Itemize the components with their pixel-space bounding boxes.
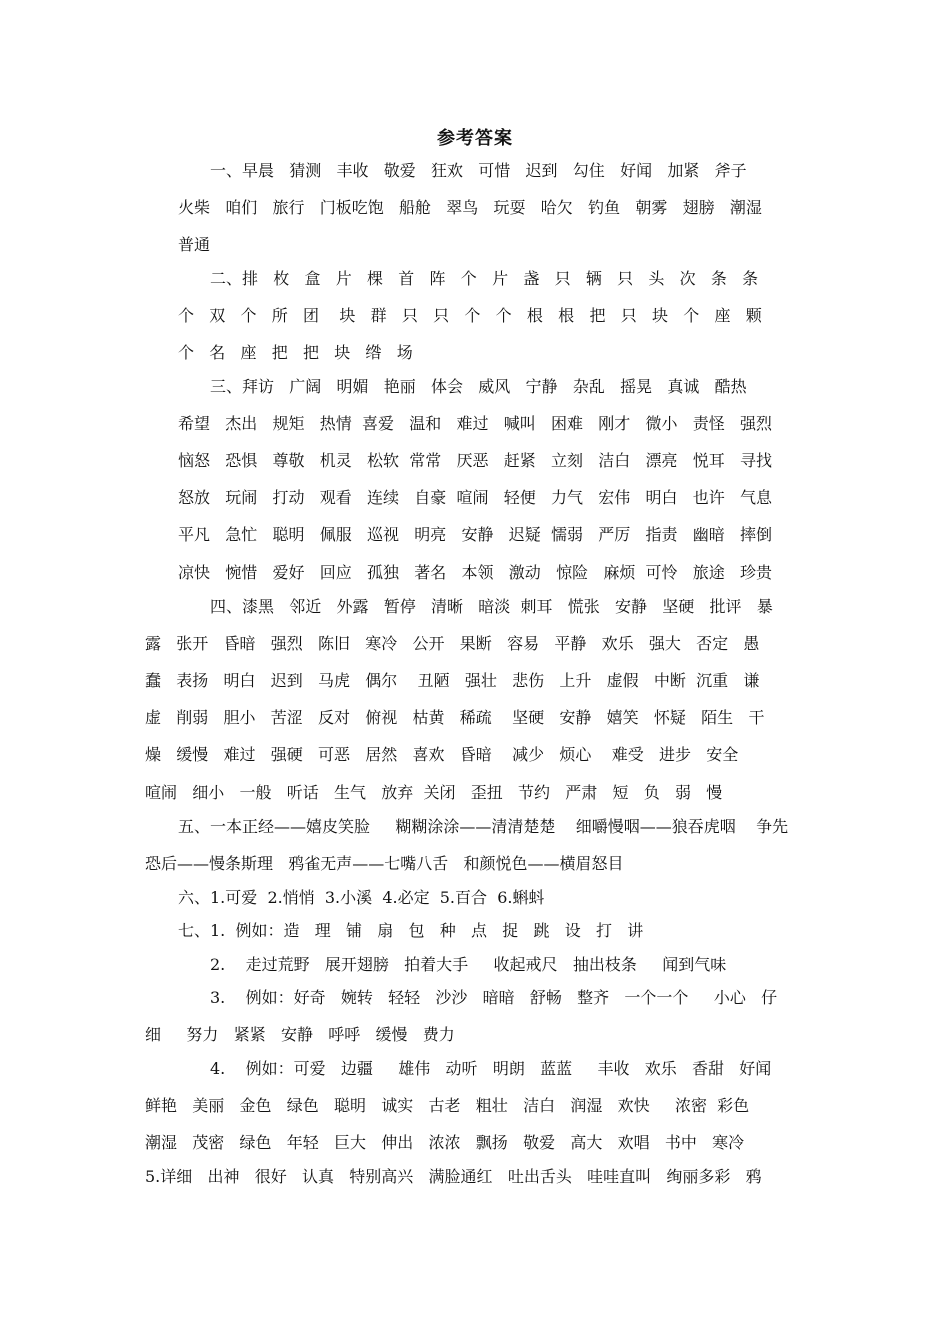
answer-line-6: 个 名 座 把 把 块 绺 场 <box>178 343 413 362</box>
answer-line-29: 5.详细 出神 很好 认真 特别高兴 满脸通红 吐出舌头 哇哇直叫 绚丽多彩 鸦 <box>145 1167 762 1186</box>
answer-line-16: 虚 削弱 胆小 苦涩 反对 俯视 枯黄 稀疏 坚硬 安静 嬉笑 怀疑 陌生 干 <box>145 708 765 727</box>
answer-line-11: 平凡 急忙 聪明 佩服 巡视 明亮 安静 迟疑 懦弱 严厉 指责 幽暗 摔倒 <box>178 525 773 544</box>
answer-line-14: 露 张开 昏暗 强烈 陈旧 寒冷 公开 果断 容易 平静 欢乐 强大 否定 愚 <box>145 634 760 653</box>
answer-line-21: 六、1.可爱 2.悄悄 3.小溪 4.必定 5.百合 6.蝌蚪 <box>178 888 545 907</box>
answer-line-20: 恐后——慢条斯理 鸦雀无声——七嘴八舌 和颜悦色——横眉怒目 <box>145 854 624 873</box>
answer-line-17: 燥 缓慢 难过 强硬 可恶 居然 喜欢 昏暗 减少 烦心 难受 进步 安全 <box>145 745 739 764</box>
page-title: 参考答案 <box>437 128 513 149</box>
answer-line-12: 凉快 惋惜 爱好 回应 孤独 著名 本领 激动 惊险 麻烦 可怜 旅途 珍贵 <box>178 563 773 582</box>
answer-line-13: 四、漆黑 邻近 外露 暂停 清晰 暗淡 刺耳 慌张 安静 坚硬 批评 暴 <box>210 597 773 616</box>
answer-line-24: 3. 例如：好奇 婉转 轻轻 沙沙 暗暗 舒畅 整齐 一个一个 小心 仔 <box>210 988 778 1007</box>
answer-line-19: 五、一本正经——嬉皮笑脸 糊糊涂涂——清清楚楚 细嚼慢咽——狼吞虎咽 争先 <box>178 817 789 836</box>
answer-line-5: 个 双 个 所 团 块 群 只 只 个 个 根 根 把 只 块 个 座 颗 <box>178 306 762 325</box>
answer-line-23: 2. 走过荒野 展开翅膀 拍着大手 收起戒尺 抽出枝条 闻到气味 <box>210 955 727 974</box>
answer-line-10: 怒放 玩闹 打动 观看 连续 自豪 喧闹 轻便 力气 宏伟 明白 也许 气息 <box>178 488 773 507</box>
answer-line-3: 普通 <box>178 235 211 254</box>
answer-line-27: 鲜艳 美丽 金色 绿色 聪明 诚实 古老 粗壮 洁白 润湿 欢快 浓密 彩色 <box>145 1096 750 1115</box>
answer-line-9: 恼怒 恐惧 尊敬 机灵 松软 常常 厌恶 赶紧 立刻 洁白 漂亮 悦耳 寻找 <box>178 451 773 470</box>
answer-line-7: 三、拜访 广阔 明媚 艳丽 体会 威风 宁静 杂乱 摇晃 真诚 酷热 <box>210 377 747 396</box>
answer-line-26: 4. 例如：可爱 边疆 雄伟 动听 明朗 蓝蓝 丰收 欢乐 香甜 好闻 <box>210 1059 772 1078</box>
answer-line-25: 细 努力 紧紧 安静 呼呼 缓慢 费力 <box>145 1025 455 1044</box>
answer-line-1: 一、早晨 猜测 丰收 敬爱 狂欢 可惜 迟到 勾住 好闻 加紧 斧子 <box>210 161 747 180</box>
answer-line-4: 二、排 枚 盒 片 棵 首 阵 个 片 盏 只 辆 只 头 次 条 条 <box>210 269 759 288</box>
answer-line-2: 火柴 咱们 旅行 门板吃饱 船舱 翠鸟 玩耍 哈欠 钓鱼 朝雾 翅膀 潮湿 <box>178 198 762 217</box>
answer-line-28: 潮湿 茂密 绿色 年轻 巨大 伸出 浓浓 飘扬 敬爱 高大 欢唱 书中 寒冷 <box>145 1133 745 1152</box>
answer-line-18: 喧闹 细小 一般 听话 生气 放弃 关闭 歪扭 节约 严肃 短 负 弱 慢 <box>145 783 723 802</box>
answer-line-8: 希望 杰出 规矩 热情 喜爱 温和 难过 喊叫 困难 刚才 微小 责怪 强烈 <box>178 414 773 433</box>
answer-line-15: 蠢 表扬 明白 迟到 马虎 偶尔 丑陋 强壮 悲伤 上升 虚假 中断 沉重 谦 <box>145 671 760 690</box>
answer-line-22: 七、1. 例如：造 理 铺 扇 包 种 点 捉 跳 设 打 讲 <box>178 921 644 940</box>
